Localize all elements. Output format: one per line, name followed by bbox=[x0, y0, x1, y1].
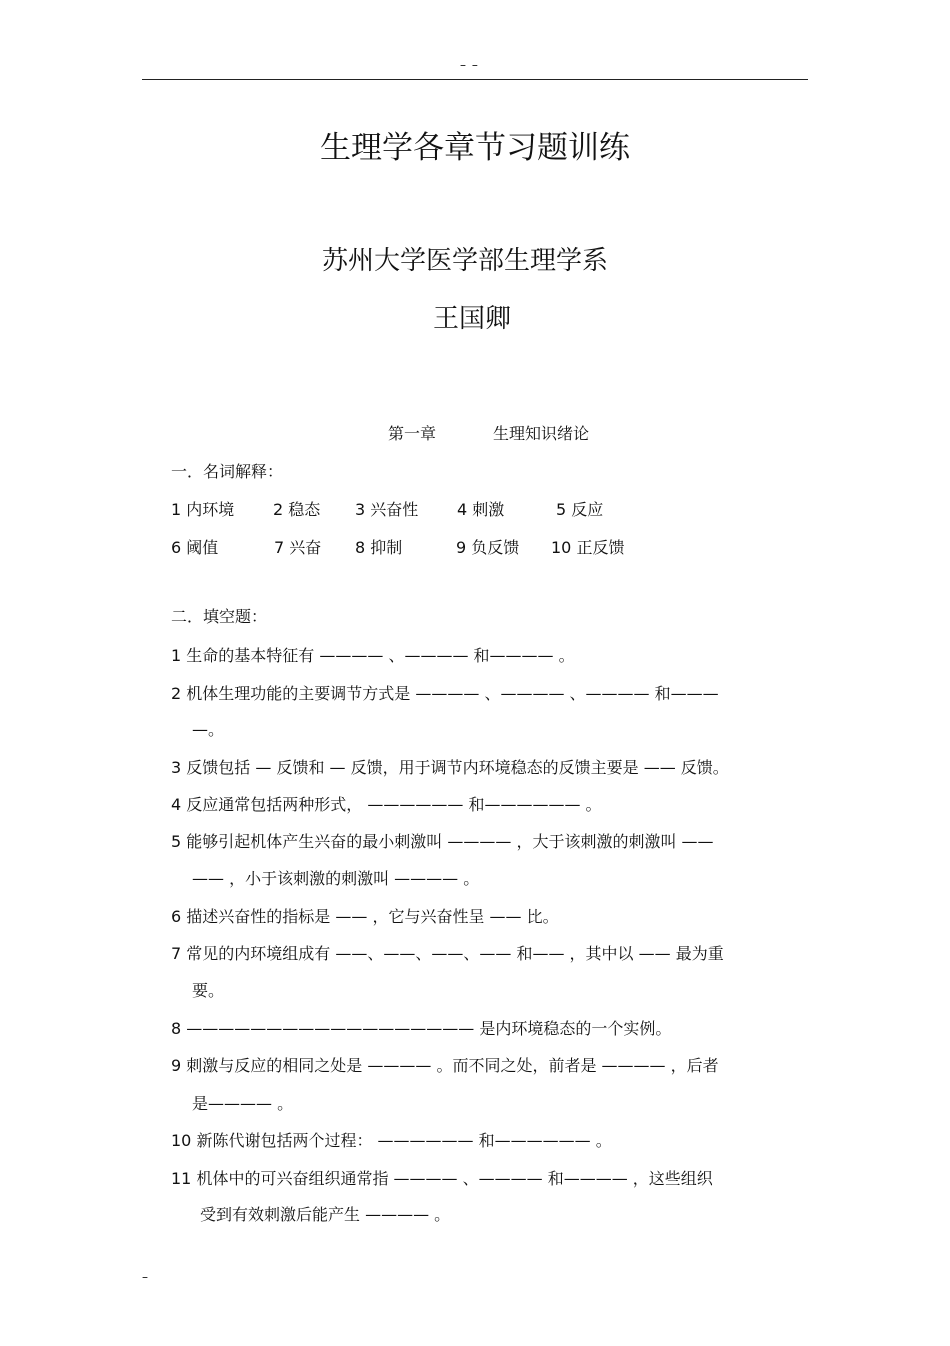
chapter-number: 第一章 bbox=[388, 424, 437, 443]
question: 7 常见的内环境组成有 ——、——、——、—— 和—— ，其中以 —— 最为重 bbox=[171, 944, 724, 963]
question: 5 能够引起机体产生兴奋的最小刺激叫 ———— ，大于该刺激的刺激叫 —— bbox=[171, 832, 714, 851]
term: 10 正反馈 bbox=[551, 538, 625, 557]
question-continued: 要。 bbox=[192, 981, 225, 1000]
question: 2 机体生理功能的主要调节方式是 ———— 、———— 、———— 和——— bbox=[171, 684, 719, 703]
question: 11 机体中的可兴奋组织通常指 ———— 、———— 和———— ，这些组织 bbox=[171, 1169, 713, 1188]
term: 3 兴奋性 bbox=[355, 500, 419, 519]
document-title: 生理学各章节习题训练 bbox=[320, 130, 630, 166]
footer-mark: – bbox=[142, 1270, 148, 1284]
question-continued: 是———— 。 bbox=[192, 1094, 294, 1113]
header-rule bbox=[142, 79, 808, 80]
term: 2 稳态 bbox=[273, 500, 321, 519]
question: 3 反馈包括 — 反馈和 — 反馈，用于调节内环境稳态的反馈主要是 —— 反馈。 bbox=[171, 758, 729, 777]
section-heading: 二．填空题： bbox=[171, 607, 268, 626]
question: 4 反应通常包括两种形式， —————— 和—————— 。 bbox=[171, 795, 602, 814]
question-continued: —。 bbox=[192, 720, 225, 739]
section-heading: 一．名词解释： bbox=[171, 462, 284, 481]
term: 4 刺激 bbox=[457, 500, 505, 519]
term: 9 负反馈 bbox=[456, 538, 520, 557]
term: 5 反应 bbox=[556, 500, 604, 519]
term: 7 兴奋 bbox=[274, 538, 322, 557]
question: 9 刺激与反应的相同之处是 ———— 。而不同之处，前者是 ———— ，后者 bbox=[171, 1056, 719, 1075]
chapter-name: 生理知识绪论 bbox=[493, 424, 590, 443]
question-continued: —— ，小于该刺激的刺激叫 ———— 。 bbox=[192, 869, 480, 888]
term: 1 内环境 bbox=[171, 500, 235, 519]
question: 10 新陈代谢包括两个过程： —————— 和—————— 。 bbox=[171, 1131, 612, 1150]
question: 6 描述兴奋性的指标是 —— ，它与兴奋性呈 —— 比。 bbox=[171, 907, 559, 926]
term: 8 抑制 bbox=[355, 538, 403, 557]
question-continued: 受到有效刺激后能产生 ———— 。 bbox=[200, 1205, 451, 1224]
author: 王国卿 bbox=[432, 304, 511, 334]
question: 8 —————————————————— 是内环境稳态的一个实例。 bbox=[171, 1019, 672, 1038]
institution: 苏州大学医学部生理学系 bbox=[321, 246, 608, 276]
header-mark: – – bbox=[460, 58, 479, 72]
term: 6 阈值 bbox=[171, 538, 219, 557]
question: 1 生命的基本特征有 ———— 、———— 和———— 。 bbox=[171, 646, 575, 665]
